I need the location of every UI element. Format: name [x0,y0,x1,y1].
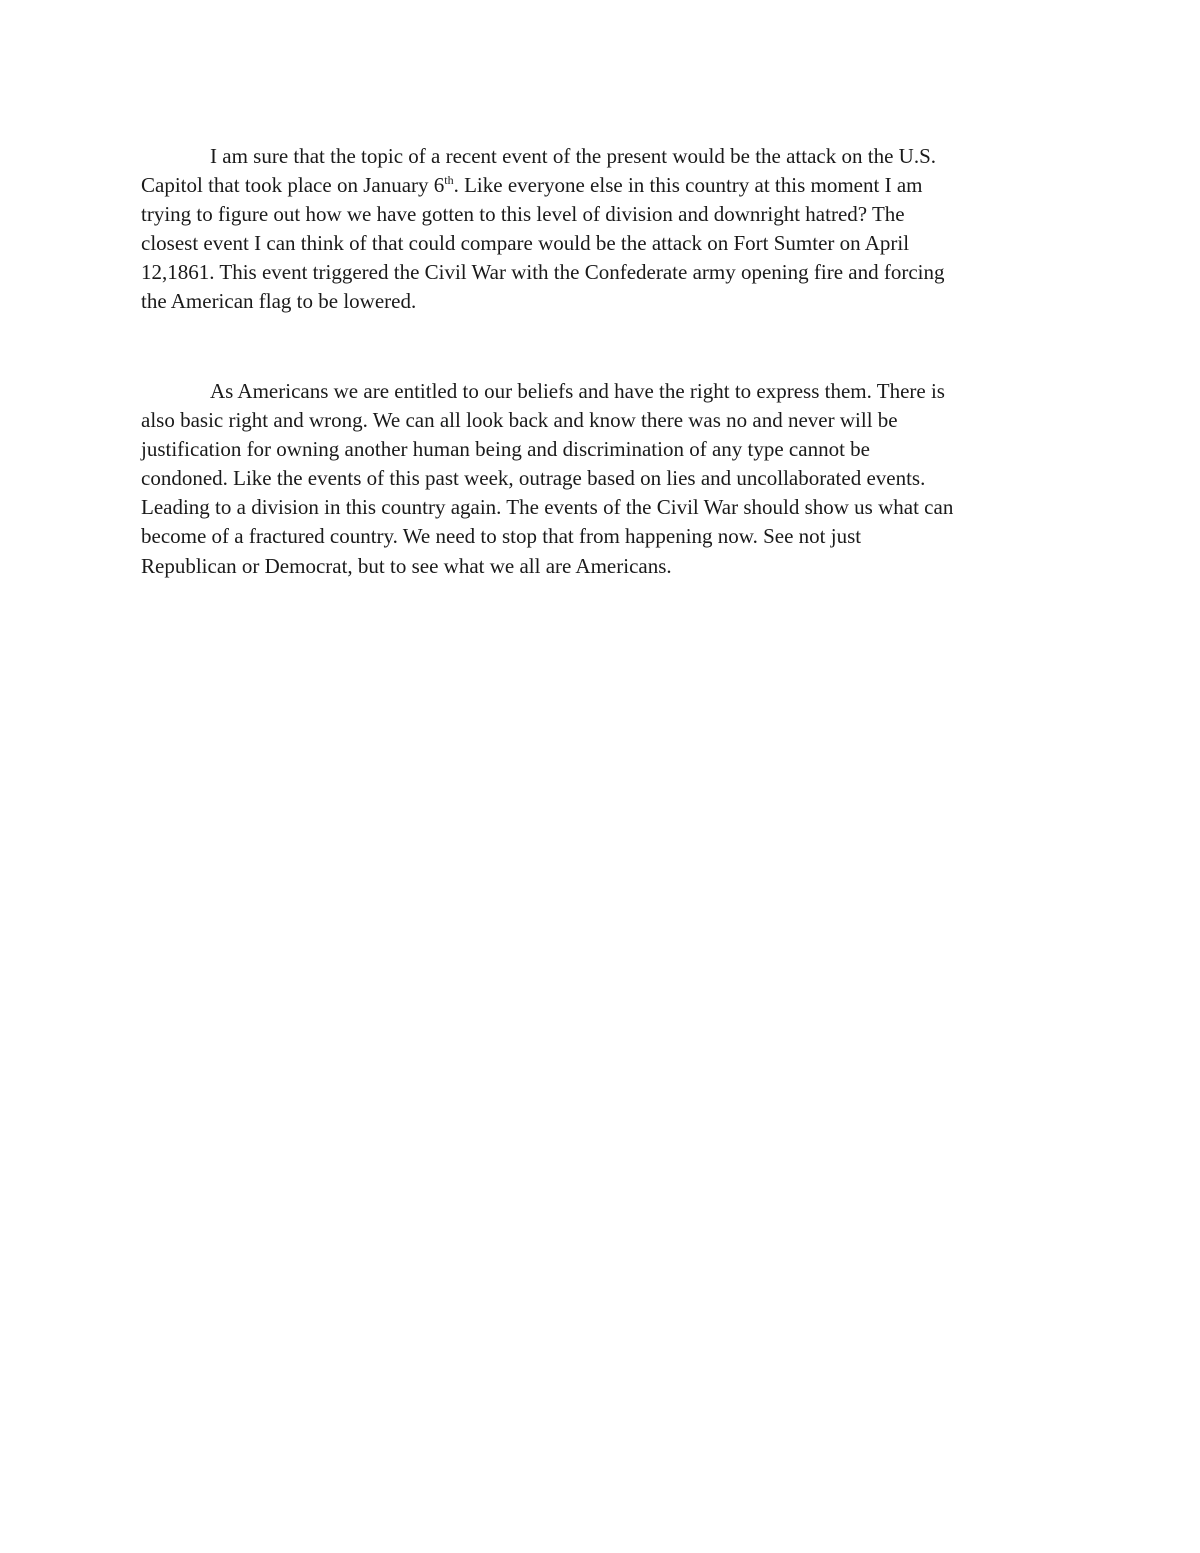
superscript-ordinal: th [444,173,454,188]
paragraph-line: the American flag to be lowered. [141,289,417,314]
paragraph-line: condoned. Like the events of this past week, outrage based on lies and uncollaborated events. [141,466,926,491]
line-text: Capitol that took place on January 6 [141,173,445,198]
paragraph-line: Leading to a division in this country again. The events of the Civil War should show us what can [141,495,954,520]
paragraph-line: trying to figure out how we have gotten to this level of division and downright hatred? The [141,202,905,227]
paragraph-line: closest event I can think of that could compare would be the attack on Fort Sumter on April [141,231,910,256]
paragraph-1 [141,142,1071,317]
paragraph-line: I am sure that the topic of a recent event of the present would be the attack on the U.S. [210,144,936,168]
paragraph-line: As Americans we are entitled to our beliefs and have the right to express them. There is [210,379,945,403]
paragraph-line: 12,1861. This event triggered the Civil War with the Confederate army opening fire and forcing [141,260,945,285]
paragraph-line: justification for owning another human being and discrimination of any type cannot be [141,437,870,462]
line-text: . Like everyone else in this country at this moment I am [453,173,923,198]
paragraph-line: become of a fractured country. We need to stop that from happening now. See not just [141,524,862,549]
paragraph-2 [141,377,1071,581]
paragraph-line: Republican or Democrat, but to see what we all are Americans. [141,553,672,578]
paragraph-line: also basic right and wrong. We can all look back and know there was no and never will be [141,408,898,433]
paragraph-line [141,171,1071,200]
